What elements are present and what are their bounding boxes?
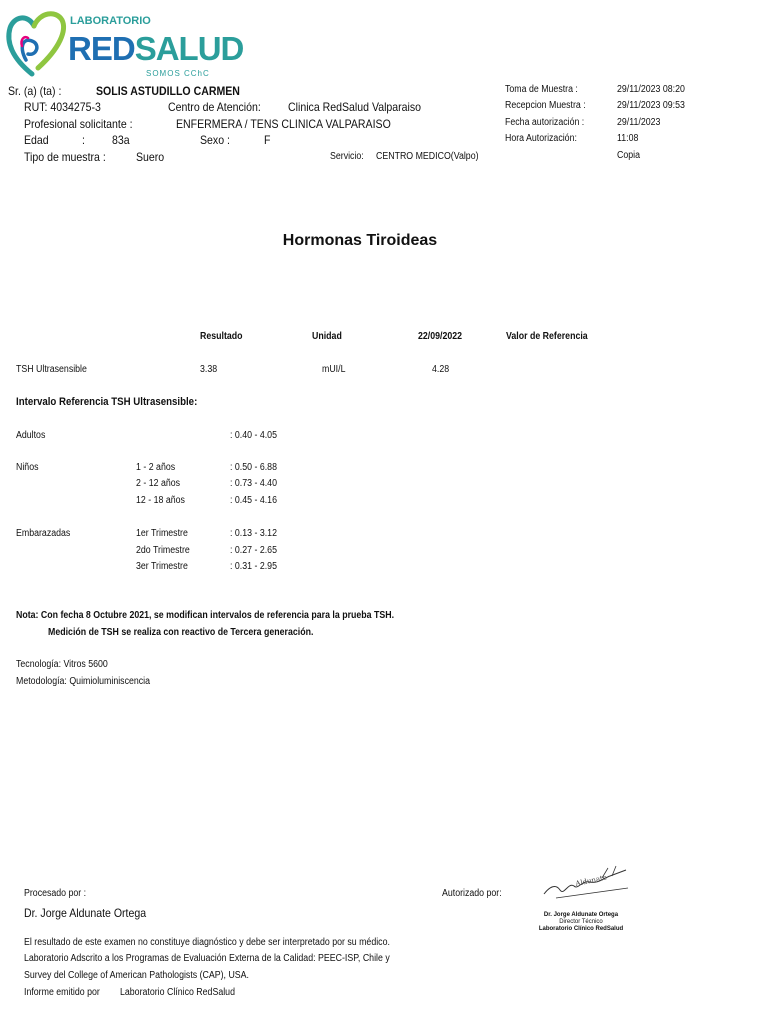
pregnant-trimester: 2do Trimestre <box>136 545 190 556</box>
header-previous-date: 22/09/2022 <box>418 331 463 342</box>
logo-line2: REDSALUD <box>68 30 244 67</box>
authorized-label: Autorizado por: <box>442 888 502 899</box>
children-label: Niños <box>16 462 39 473</box>
professional-value: ENFERMERA / TENS CLINICA VALPARAISO <box>176 117 391 131</box>
adults-range: : 0.40 - 4.05 <box>230 430 277 441</box>
patient-label: Sr. (a) (ta) : <box>8 84 62 98</box>
test-previous: 4.28 <box>432 364 450 375</box>
sample-value: Suero <box>136 150 165 164</box>
copy-label: Copia <box>617 150 641 161</box>
rut: RUT: 4034275-3 <box>24 100 101 114</box>
logo-line1: LABORATORIO <box>70 15 151 27</box>
redsalud-logo <box>4 2 244 82</box>
sex-label: Sexo : <box>200 133 230 147</box>
issued-label: Informe emitido por <box>24 987 100 998</box>
adults-label: Adultos <box>16 430 46 441</box>
processed-label: Procesado por : <box>24 888 87 899</box>
age-label: Edad <box>24 133 49 147</box>
children-range: : 0.50 - 6.88 <box>230 462 277 473</box>
heart-mark-green <box>34 14 64 68</box>
pregnant-trimester: 3er Trimestre <box>136 561 188 572</box>
header-reference: Valor de Referencia <box>506 331 588 342</box>
disclaimer-line1: El resultado de este examen no constituye diagnóstico y debe ser interpretado por su médico. <box>24 937 390 948</box>
test-name: TSH Ultrasensible <box>16 364 87 375</box>
signature-name: Dr. Jorge Aldunate Ortega <box>543 912 619 918</box>
header-unit: Unidad <box>312 331 342 342</box>
pregnant-trimester: 1er Trimestre <box>136 528 188 539</box>
children-range: : 0.45 - 4.16 <box>230 495 277 506</box>
pregnant-range: : 0.27 - 2.65 <box>230 545 277 556</box>
fecha-aut-value: 29/11/2023 <box>617 117 661 128</box>
children-age: 12 - 18 años <box>136 495 185 506</box>
service-value: CENTRO MEDICO(Valpo) <box>376 151 479 162</box>
professional-label: Profesional solicitante : <box>24 117 133 131</box>
header-result: Resultado <box>200 331 243 342</box>
reference-heading: Intervalo Referencia TSH Ultrasensible: <box>16 396 198 408</box>
report-title: Hormonas Tiroideas <box>282 232 438 249</box>
disclaimer-line3: Survey del College of American Pathologists (CAP), USA. <box>24 970 249 981</box>
pregnant-label: Embarazadas <box>16 528 71 539</box>
center-value: Clinica RedSalud Valparaiso <box>288 100 422 114</box>
children-age: 1 - 2 años <box>136 462 176 473</box>
recepcion-label: Recepcion Muestra : <box>505 100 586 111</box>
hora-aut-value: 11:08 <box>617 133 639 144</box>
disclaimer-line2: Laboratorio Adscrito a los Programas de Evaluación Externa de la Calidad: PEEC-ISP, Chile y <box>24 953 390 964</box>
issued-value: Laboratorio Clínico RedSalud <box>120 987 235 998</box>
pregnant-range: : 0.13 - 3.12 <box>230 528 277 539</box>
methodology: Metodología: Quimioluminiscencia <box>16 676 151 687</box>
age-colon: : <box>82 133 85 147</box>
service-label: Servicio: <box>330 151 364 162</box>
test-unit: mUI/L <box>322 364 346 375</box>
signature-title: Director Técnico <box>559 919 603 925</box>
sample-label: Tipo de muestra : <box>24 150 106 164</box>
age-value: 83a <box>112 133 130 147</box>
test-result: 3.38 <box>200 364 218 375</box>
heart-mark-inner <box>22 40 37 60</box>
center-label: Centro de Atención: <box>168 100 261 114</box>
logo-line3: SOMOS CChC <box>146 69 210 78</box>
signature-lab: Laboratorio Clínico RedSalud <box>538 926 624 932</box>
fecha-aut-label: Fecha autorización : <box>505 117 585 128</box>
note-line1: Nota: Con fecha 8 Octubre 2021, se modifican intervalos de referencia para la prueba TSH. <box>16 610 395 621</box>
technology: Tecnología: Vitros 5600 <box>16 659 108 670</box>
signature-block <box>526 912 636 933</box>
signature-scribble-text: Aldunate <box>574 873 608 888</box>
pregnant-range: : 0.31 - 2.95 <box>230 561 277 572</box>
processed-name: Dr. Jorge Aldunate Ortega <box>24 906 147 920</box>
patient-name: SOLIS ASTUDILLO CARMEN <box>96 84 240 98</box>
hora-aut-label: Hora Autorización: <box>505 133 577 144</box>
toma-label: Toma de Muestra : <box>505 84 578 95</box>
sex-value: F <box>264 133 271 147</box>
signature-scribble <box>538 864 632 904</box>
note-line2: Medición de TSH se realiza con reactivo de Tercera generación. <box>48 627 314 638</box>
toma-value: 29/11/2023 08:20 <box>617 84 685 95</box>
recepcion-value: 29/11/2023 09:53 <box>617 100 685 111</box>
children-age: 2 - 12 años <box>136 478 181 489</box>
children-range: : 0.73 - 4.40 <box>230 478 277 489</box>
